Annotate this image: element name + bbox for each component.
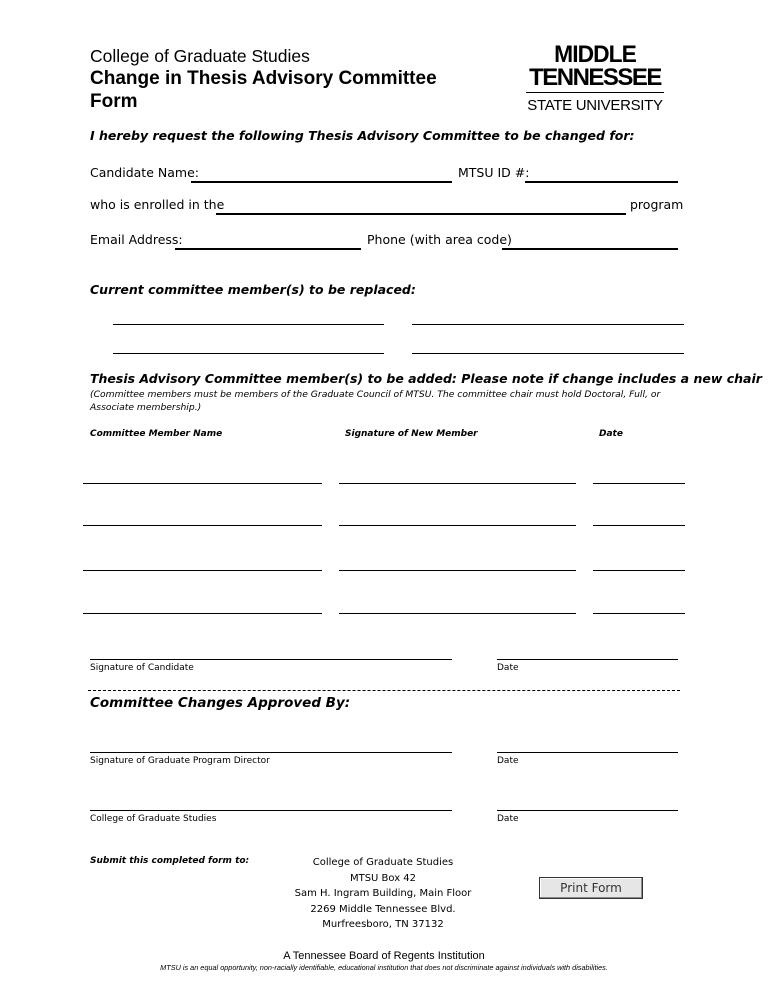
college-name: College of Graduate Studies xyxy=(90,46,310,66)
mtsu-id-field[interactable] xyxy=(525,163,678,183)
candidate-signature-line xyxy=(90,659,452,660)
new-member-name-3[interactable] xyxy=(83,552,322,571)
added-committee-heading: Thesis Advisory Committee member(s) to be added: Please note if change includes a new chair xyxy=(90,371,762,386)
col-date: Date xyxy=(599,429,623,439)
col-signature: Signature of New Member xyxy=(345,429,478,439)
membership-note: (Committee members must be members of the Graduate Council of MTSU. The committee chair must hold Doctoral, Full, or Associate membership.) xyxy=(90,389,661,413)
logo-tennessee: TENNESSEE xyxy=(529,64,661,91)
new-member-signature-line-1 xyxy=(339,483,576,484)
candidate-date-line xyxy=(497,659,678,660)
college-signature-label: College of Graduate Studies xyxy=(90,814,217,824)
logo-rule xyxy=(526,92,664,93)
college-signature-line xyxy=(90,810,452,811)
enrolled-label: who is enrolled in the xyxy=(90,197,225,212)
director-signature-line xyxy=(90,752,452,753)
new-member-signature-line-4 xyxy=(339,613,576,614)
email-field[interactable] xyxy=(175,230,361,250)
current-committee-heading: Current committee member(s) to be replaced: xyxy=(90,282,416,297)
program-label: program xyxy=(630,197,684,212)
candidate-name-field[interactable] xyxy=(191,163,452,183)
address-line-3: Sam H. Ingram Building, Main Floor xyxy=(294,888,472,899)
form-title-line2: Form xyxy=(90,91,138,112)
address-line-5: Murfreesboro, TN 37132 xyxy=(322,919,444,930)
candidate-date-label: Date xyxy=(497,663,519,673)
email-label: Email Address: xyxy=(90,232,183,247)
form-header xyxy=(90,45,437,113)
candidate-signature-label: Signature of Candidate xyxy=(90,663,194,673)
logo-state-university: STATE UNIVERSITY xyxy=(527,97,663,114)
approval-heading: Committee Changes Approved By: xyxy=(90,695,351,711)
submit-address xyxy=(283,855,483,933)
new-member-date-4[interactable] xyxy=(593,595,685,614)
college-date-label: Date xyxy=(497,814,519,824)
logo-middle: MIDDLE xyxy=(554,41,636,68)
phone-label: Phone (with area code) xyxy=(367,232,512,247)
college-date-line xyxy=(497,810,678,811)
new-member-date-3[interactable] xyxy=(593,552,685,571)
new-member-name-2[interactable] xyxy=(83,507,322,526)
director-date-line xyxy=(497,752,678,753)
director-signature-label: Signature of Graduate Program Director xyxy=(90,756,270,766)
new-member-name-1[interactable] xyxy=(83,465,322,484)
col-member-name: Committee Member Name xyxy=(90,429,223,439)
program-field[interactable] xyxy=(216,195,626,215)
form-title xyxy=(90,67,437,113)
phone-field[interactable] xyxy=(502,230,678,250)
mtsu-id-label: MTSU ID #: xyxy=(458,165,530,180)
candidate-name-label: Candidate Name: xyxy=(90,165,199,180)
print-form-button[interactable]: Print Form xyxy=(539,877,643,899)
new-member-signature-line-2 xyxy=(339,525,576,526)
current-member-field-3[interactable] xyxy=(113,335,384,354)
director-date-label: Date xyxy=(497,756,519,766)
request-intro: I hereby request the following Thesis Advisory Committee to be changed for: xyxy=(90,128,635,143)
new-member-date-2[interactable] xyxy=(593,507,685,526)
submit-label: Submit this completed form to: xyxy=(90,856,250,866)
current-member-field-2[interactable] xyxy=(412,306,684,325)
footer-disclaimer: MTSU is an equal opportunity, non-racially identifiable, educational institution that does not discriminate against individuals with disabilities. xyxy=(160,963,608,972)
mtsu-logo xyxy=(522,41,668,115)
new-member-date-1[interactable] xyxy=(593,465,685,484)
cut-line xyxy=(88,690,680,691)
address-line-4: 2269 Middle Tennessee Blvd. xyxy=(310,903,456,915)
current-member-field-1[interactable] xyxy=(113,306,384,325)
new-member-signature-line-3 xyxy=(339,570,576,571)
current-member-field-4[interactable] xyxy=(412,335,684,354)
address-line-1: College of Graduate Studies xyxy=(312,857,454,868)
footer-tbr: A Tennessee Board of Regents Institution xyxy=(283,950,485,962)
address-line-2: MTSU Box 42 xyxy=(349,872,417,884)
new-member-name-4[interactable] xyxy=(83,595,322,614)
form-title-line1: Change in Thesis Advisory Committee xyxy=(90,68,437,89)
